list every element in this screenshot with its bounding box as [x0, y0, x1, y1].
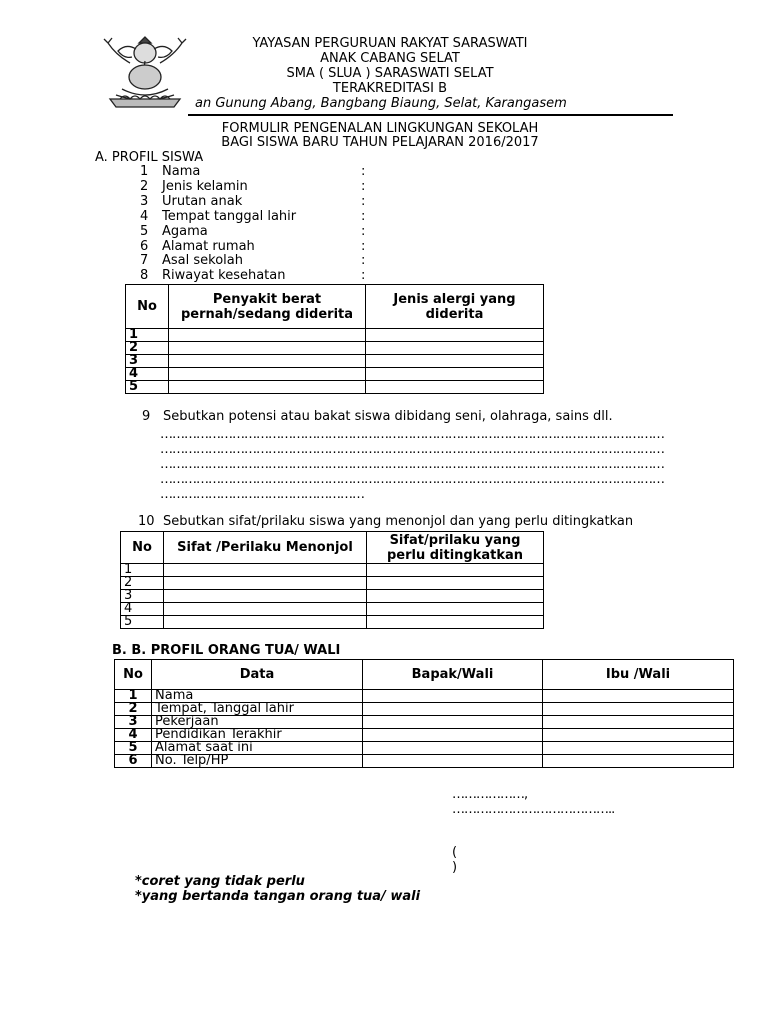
data-label: Tempat, Tanggal lahir	[152, 703, 363, 716]
col-father: Bapak/Wali	[363, 660, 543, 690]
disease-cell[interactable]	[169, 355, 366, 368]
field-number: 5	[140, 223, 149, 239]
field-colon: :	[361, 178, 366, 194]
field-number: 8	[140, 268, 149, 284]
row-number: 5	[121, 616, 164, 629]
school-address: an Gunung Abang, Bangbang Biaung, Selat, Karangasem	[195, 96, 567, 111]
mother-cell[interactable]	[543, 729, 734, 742]
improve-trait-cell[interactable]	[367, 564, 544, 577]
prominent-trait-cell[interactable]	[164, 577, 367, 590]
father-cell[interactable]	[363, 729, 543, 742]
signature-place-date: ………………,	[452, 787, 528, 802]
table-row	[126, 381, 544, 394]
row-number: 4	[126, 368, 169, 381]
disease-cell[interactable]	[169, 368, 366, 381]
field-label: Nama	[162, 164, 201, 179]
prominent-trait-cell[interactable]	[164, 616, 367, 629]
col-improve-trait: Sifat/prilaku yang perlu ditingkatkan	[367, 532, 544, 564]
field-number: 7	[140, 253, 149, 269]
q10-number: 10	[138, 514, 155, 529]
mother-cell[interactable]	[543, 742, 734, 755]
allergy-cell[interactable]	[366, 381, 544, 394]
table-row	[121, 590, 544, 603]
q9-text: Sebutkan potensi atau bakat siswa dibidang seni, olahraga, sains dll.	[163, 409, 613, 424]
father-cell[interactable]	[363, 703, 543, 716]
row-number: 5	[126, 381, 169, 394]
row-number: 5	[115, 742, 152, 755]
field-number: 3	[140, 193, 149, 209]
col-disease: Penyakit berat pernah/sedang diderita	[169, 285, 366, 329]
section-a-heading: A. PROFIL SISWA	[95, 150, 204, 165]
mother-cell[interactable]	[543, 690, 734, 703]
field-colon: :	[361, 268, 366, 284]
answer-line: ……………………………………………	[160, 487, 364, 502]
prominent-trait-cell[interactable]	[164, 564, 367, 577]
note-signer: *yang bertanda tangan orang tua/ wali	[135, 889, 421, 904]
row-number: 2	[115, 703, 152, 716]
data-label: Pekerjaan	[152, 716, 363, 729]
table-row	[121, 603, 544, 616]
row-number: 1	[126, 329, 169, 342]
allergy-cell[interactable]	[366, 368, 544, 381]
field-number: 2	[140, 178, 149, 194]
row-number: 1	[115, 690, 152, 703]
field-label: Tempat tanggal lahir	[162, 208, 297, 224]
disease-cell[interactable]	[169, 342, 366, 355]
col-data: Data	[152, 660, 363, 690]
signature-close-paren: )	[452, 860, 458, 875]
prominent-trait-cell[interactable]	[164, 603, 367, 616]
table-row	[126, 355, 544, 368]
table-row	[126, 329, 544, 342]
data-label: Pendidikan Terakhir	[152, 729, 363, 742]
parent-profile-table	[114, 659, 734, 768]
disease-cell[interactable]	[169, 381, 366, 394]
improve-trait-cell[interactable]	[367, 590, 544, 603]
row-number: 6	[115, 755, 152, 768]
col-mother: Ibu /Wali	[543, 660, 734, 690]
field-number: 6	[140, 238, 149, 254]
field-label: Jenis kelamin	[162, 178, 248, 194]
father-cell[interactable]	[363, 690, 543, 703]
table-row	[126, 368, 544, 381]
data-label: No. Telp/HP	[152, 755, 363, 768]
field-number: 1	[140, 164, 149, 179]
mother-cell[interactable]	[543, 703, 734, 716]
row-number: 2	[121, 577, 164, 590]
field-colon: :	[361, 193, 366, 209]
mother-cell[interactable]	[543, 755, 734, 768]
allergy-cell[interactable]	[366, 355, 544, 368]
field-colon: :	[361, 164, 366, 179]
accreditation: TERAKREDITASI B	[332, 81, 448, 96]
q9-number: 9	[142, 409, 151, 424]
answer-line: ………………………………………………………………………………………………………………	[160, 472, 664, 487]
improve-trait-cell[interactable]	[367, 616, 544, 629]
father-cell[interactable]	[363, 755, 543, 768]
branch-name: ANAK CABANG SELAT	[320, 51, 460, 66]
col-no: No	[121, 532, 164, 564]
row-number: 2	[126, 342, 169, 355]
allergy-cell[interactable]	[366, 342, 544, 355]
health-history-table	[125, 284, 544, 394]
data-label: Alamat saat ini	[152, 742, 363, 755]
row-number: 3	[126, 355, 169, 368]
field-label: Alamat rumah	[162, 238, 255, 254]
prominent-trait-cell[interactable]	[164, 590, 367, 603]
col-allergy: Jenis alergi yang diderita	[366, 285, 544, 329]
data-label: Nama	[152, 690, 363, 703]
row-number: 4	[115, 729, 152, 742]
field-number: 4	[140, 208, 149, 224]
row-number: 4	[121, 603, 164, 616]
allergy-cell[interactable]	[366, 329, 544, 342]
form-title-2: BAGI SISWA BARU TAHUN PELAJARAN 2016/2017	[221, 135, 539, 150]
school-name: SMA ( SLUA ) SARASWATI SELAT	[286, 66, 494, 81]
field-label: Riwayat kesehatan	[162, 268, 286, 284]
field-colon: :	[361, 253, 366, 269]
row-number: 3	[115, 716, 152, 729]
father-cell[interactable]	[363, 742, 543, 755]
q10-text: Sebutkan sifat/prilaku siswa yang menonjol dan yang perlu ditingkatkan	[163, 514, 634, 529]
disease-cell[interactable]	[169, 329, 366, 342]
foundation-name: YAYASAN PERGURUAN RAKYAT SARASWATI	[252, 36, 528, 51]
table-row	[121, 616, 544, 629]
row-number: 1	[121, 564, 164, 577]
field-colon: :	[361, 223, 366, 239]
section-b-heading: B. B. PROFIL ORANG TUA/ WALI	[112, 643, 341, 658]
signature-line: …………………………………..	[452, 802, 615, 817]
table-row	[126, 342, 544, 355]
answer-line: ………………………………………………………………………………………………………………	[160, 427, 664, 442]
table-row	[115, 755, 734, 768]
field-colon: :	[361, 238, 366, 254]
improve-trait-cell[interactable]	[367, 603, 544, 616]
header-divider	[188, 114, 673, 116]
note-strike: *coret yang tidak perlu	[135, 874, 305, 889]
table-row	[121, 577, 544, 590]
col-no: No	[115, 660, 152, 690]
school-logo	[100, 33, 190, 111]
answer-line: ………………………………………………………………………………………………………………	[160, 442, 664, 457]
field-label: Agama	[162, 223, 208, 239]
col-no: No	[126, 285, 169, 329]
mother-cell[interactable]	[543, 716, 734, 729]
field-label: Asal sekolah	[162, 253, 243, 269]
row-number: 3	[121, 590, 164, 603]
father-cell[interactable]	[363, 716, 543, 729]
form-title-1: FORMULIR PENGENALAN LINGKUNGAN SEKOLAH	[221, 121, 539, 136]
col-prominent-trait: Sifat /Perilaku Menonjol	[164, 532, 367, 564]
improve-trait-cell[interactable]	[367, 577, 544, 590]
trait-table	[120, 531, 544, 629]
field-colon: :	[361, 208, 366, 224]
table-row	[121, 564, 544, 577]
field-label: Urutan anak	[162, 193, 243, 209]
signature-open-paren: (	[452, 845, 458, 860]
answer-line: ………………………………………………………………………………………………………………	[160, 457, 664, 472]
